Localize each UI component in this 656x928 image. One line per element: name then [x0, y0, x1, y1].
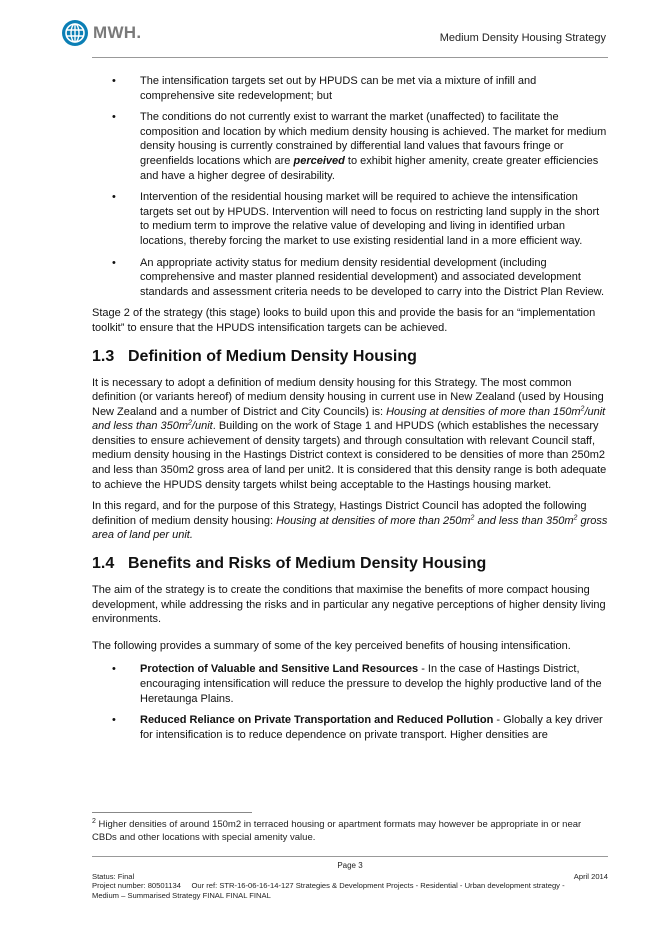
footer-reference	[92, 881, 608, 891]
list-item	[92, 713, 608, 742]
page-number: Page 3	[337, 861, 363, 870]
footer-divider	[92, 856, 608, 857]
reference-text: Our ref: STR-16-06-16-14-127 Strategies & Development Projects - Residential - Urban development strategy -	[191, 881, 565, 891]
footer-reference-cont: Medium – Summarised Strategy FINAL FINAL FINAL	[92, 890, 271, 900]
benefit-heading: Protection of Valuable and Sensitive Land Resources	[140, 663, 419, 676]
footer-date: April 2014	[573, 871, 608, 881]
emphasis-text: perceived	[293, 154, 345, 167]
project-number: Project number: 80501134	[92, 881, 181, 891]
section-title: Benefits and Risks of Medium Density Housing	[128, 555, 487, 573]
header-divider	[92, 57, 608, 58]
section-heading-1-4	[92, 554, 608, 574]
definition-text: /unit and less than 350m	[92, 405, 606, 433]
footnote-marker: 2	[92, 817, 96, 825]
definition-text: gross area of land per unit.	[92, 514, 608, 542]
footnote-text: Higher densities of around 150m2 in terraced housing or apartment formats may however be appropriate in or near CBDs and other locations with special amenity value.	[92, 819, 582, 843]
paragraph-text: It is necessary to adopt a definition of medium density housing for this Strategy. The most common definition (or variants hereof) of medium density housing in current use in New Zealand (used by Housing New Zealand and a number of District and City Councils) is:	[92, 376, 604, 418]
list-item-text: The conditions do not currently exist to warrant the market (unaffected) to facilitate the composition and location by which medium density housing is achieved. The market for medium density housing is currently constrained by differential land values that favours fringe or greenfields locations which are	[140, 111, 607, 167]
mwh-logo	[62, 20, 141, 46]
list-item: • The intensification targets set out by HPUDS can be met via a mixture of infill and comprehensive site redevelopment; but	[92, 74, 608, 103]
definition-text: Housing at densities of more than 150m	[386, 405, 581, 418]
page-footer	[92, 861, 608, 900]
superscript: 2	[573, 514, 578, 522]
benefit-text: - In the case of Hastings District, encouraging intensification will reduce the pressure to develop the highly productive land of the Heretaunga Plains.	[140, 663, 602, 705]
definition-text: Housing at densities of more than 250m	[276, 514, 471, 527]
benefit-heading: Reduced Reliance on Private Transportation and Reduced Pollution	[140, 714, 494, 727]
definition-text: and less than 350m	[474, 514, 574, 527]
section-number: 1.4	[92, 555, 115, 573]
page-header	[62, 18, 608, 60]
section-heading-1-3	[92, 347, 608, 367]
section-number: 1.3	[92, 347, 115, 365]
list-item	[92, 110, 608, 183]
footer-row	[92, 872, 608, 882]
logo-text: MWH.	[93, 23, 142, 42]
list-item-text: to exhibit higher amenity, create greater efficiencies and have a higher degree of desirability.	[140, 154, 599, 182]
benefit-text: - Globally a key driver for intensification is to reduce dependence on private transport. Higher densities are	[140, 714, 603, 741]
document-title: Medium Density Housing Strategy	[439, 32, 606, 44]
page-body	[92, 74, 608, 749]
benefits-bullets	[92, 662, 608, 742]
status-text: Status: Final	[92, 871, 135, 881]
footnote-divider	[92, 812, 252, 813]
paragraph-text: . Building on the work of Stage 1 and HPUDS (which establishes the necessary densities to ensure achievement of density targets) and through consultation with relevant Council staff, medium density housing in the Hastings District context is considered to be densities of more than 250m2 and less than 350m2 gross area of land per unit2. It is considered that this density range is both adequate to achieve the HPUDS density targets whilst being acceptable to the Hastings housing market.	[92, 420, 607, 491]
superscript: 2	[580, 405, 585, 413]
summary-intro-paragraph: The following provides a summary of some of the key perceived benefits of housing intensification.	[92, 639, 571, 652]
globe-icon	[62, 20, 88, 46]
list-item: • An appropriate activity status for medium density residential development (including comprehensive and master planned residential development) and associated development standards and assessment criteria needs to be developed to carry into the District Plan Review.	[92, 256, 608, 300]
adopted-definition-paragraph	[92, 499, 608, 543]
stage2-paragraph: Stage 2 of the strategy (this stage) looks to build upon this and provide the basis for an “implementation toolkit” to ensure that the HPUDS intensification targets can be achieved.	[92, 307, 596, 334]
superscript: 2	[470, 514, 475, 522]
footnote	[92, 818, 608, 844]
aim-paragraph: The aim of the strategy is to create the conditions that maximise the benefits of more compact housing development, while addressing the risks and in particular any negative perceptions of higher density living environments.	[92, 584, 606, 626]
paragraph-text: In this regard, and for the purpose of this Strategy, Hastings District Council has adopted the following definition of medium density housing:	[92, 500, 587, 527]
definition-paragraph	[92, 376, 608, 493]
definition-text: /unit	[191, 420, 213, 433]
intensification-bullets	[92, 74, 608, 299]
list-item	[92, 662, 608, 706]
superscript: 2	[188, 419, 192, 427]
section-title: Definition of Medium Density Housing	[128, 347, 417, 365]
list-item: • Intervention of the residential housing market will be required to achieve the intensification targets set out by HPUDS. Intervention will need to focus on restricting land supply in the short to medium term to improve the relative value of developing and living in identified urban locations, thereby forcing the market to use existing residential land in a more efficient way.	[92, 190, 608, 248]
